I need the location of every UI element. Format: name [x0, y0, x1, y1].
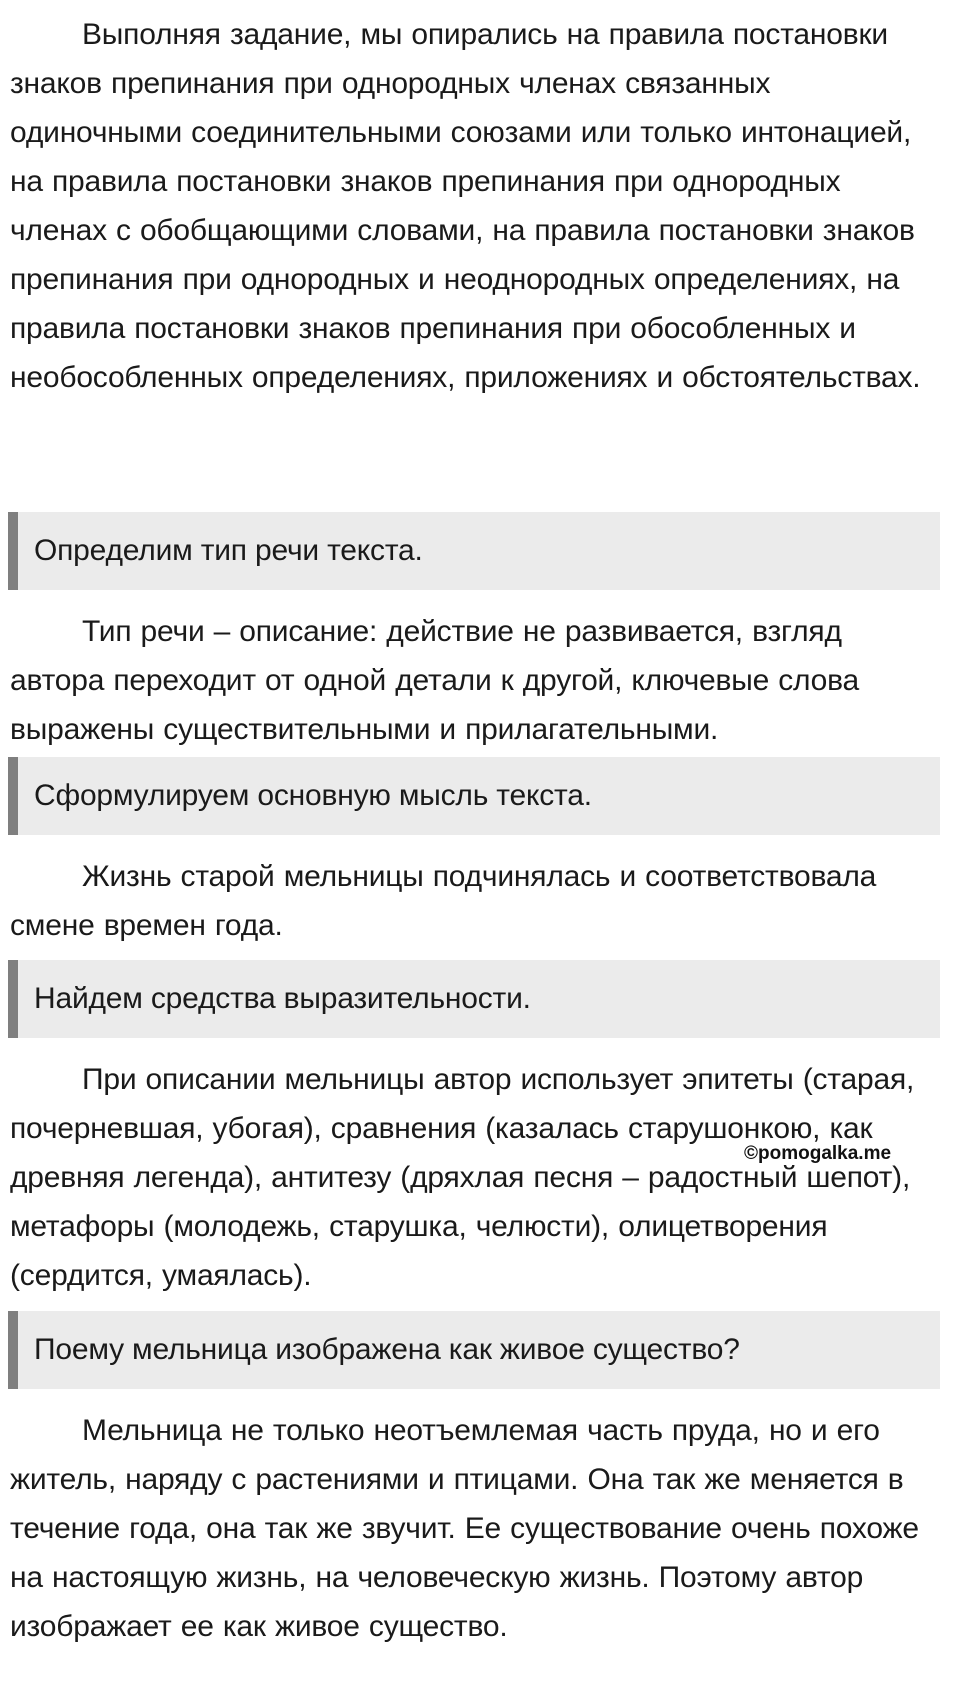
question-speech-type: Определим тип речи текста. [8, 512, 940, 590]
paragraph-speech-type: Тип речи – описание: действие не развивается, взгляд автора переходит от одной детали к другой, ключевые слова выражены существительными и прилагательными. [10, 615, 860, 746]
watermark-text: ©pomogalka.me [744, 1143, 892, 1164]
paragraph-main-idea: Жизнь старой мельницы подчинялась и соответствовала смене времен года. [10, 860, 877, 942]
paragraph-rules: Выполняя задание, мы опирались на правила постановки знаков препинания при однородных членах связанных одиночными соединительными союзами или только интонацией, на правила постановки знаков препинания при однородных членах с обобщающими словами, на правила постановки знаков препинания при однородных и неоднородных определениях, на правила постановки знаков препинания при обособленных и необособленных определениях, приложениях и обстоятельствах. [10, 18, 921, 394]
question-expressive-means: Найдем средства выразительности. [8, 960, 940, 1038]
paragraph-expressive-means: При описании мельницы автор использует эпитеты (старая, почерневшая, убогая), сравнения (казалась старушонкою, как древняя легенда), антитезу (дряхлая песня – радостный шепот), метафоры (молодежь, старушка, челюсти), олицетворения (сердится, умаялась). [10, 1063, 915, 1292]
question-main-idea: Сформулируем основную мысль текста. [8, 757, 940, 835]
question-living-being: Поему мельница изображена как живое существо? [8, 1311, 940, 1389]
paragraph-living-being: Мельница не только неотъемлемая часть пруда, но и его житель, наряду с растениями и птицами. Она так же меняется в течение года, она так же звучит. Ее существование очень похоже на настоящую жизнь, на человеческую жизнь. Поэтому автор изображает ее как живое существо. [10, 1414, 919, 1643]
